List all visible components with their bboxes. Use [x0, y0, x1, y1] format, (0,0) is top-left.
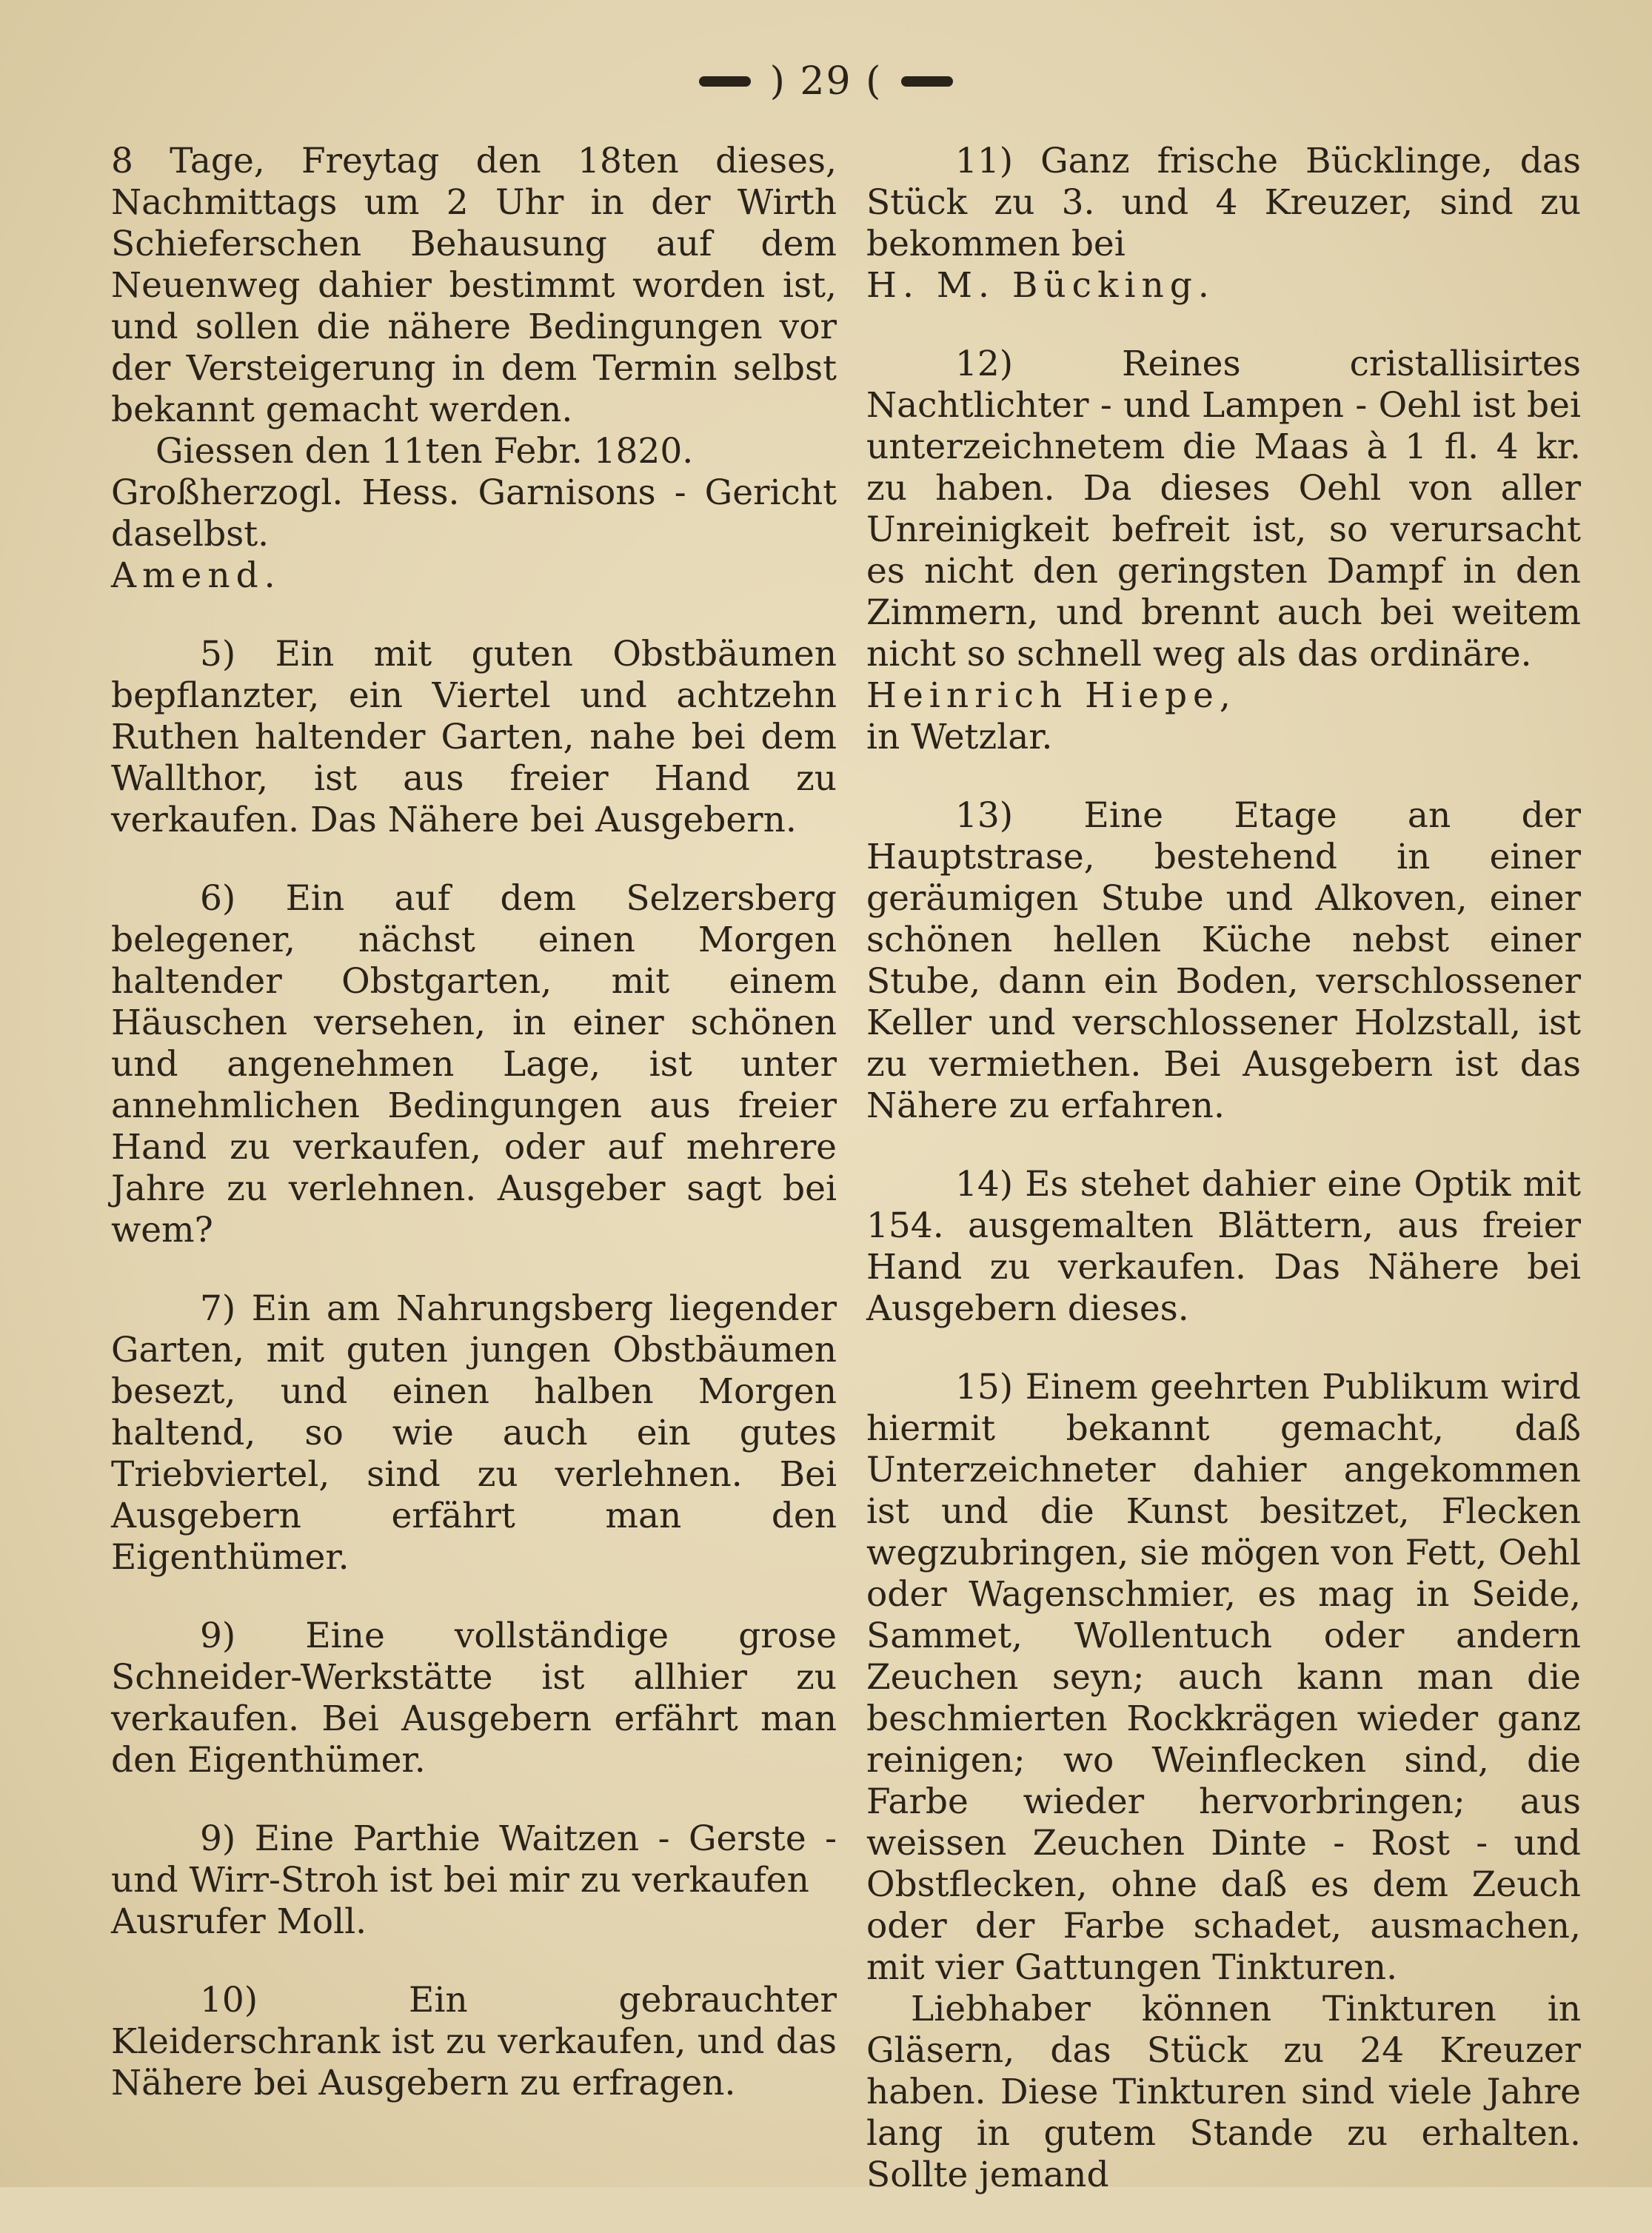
left-column	[111, 141, 837, 2141]
notice-11-signature: H. M. Bücking.	[866, 265, 1215, 306]
notice-5-text: 5) Ein mit guten Obstbäumen bepflanzter, ein Viertel und achtzehn Ruthen haltender Garten, nahe bei dem Wallthor, ist aus freier Hand zu verkaufen. Das Nähere bei Ausgebern.	[111, 634, 837, 840]
notice-10	[111, 1980, 837, 2104]
notice-9a	[111, 1616, 837, 1781]
notice-6	[111, 878, 837, 1251]
notice-7	[111, 1288, 837, 1578]
notice-authority: Großherzogl. Hess. Garnisons - Gericht daselbst.	[111, 472, 837, 555]
notice-15-continued: Liebhaber können Tinkturen in Gläsern, das Stück zu 24 Kreuzer haben. Diese Tinkturen sind viele Jahre lang in gutem Stande zu erhalten. Sollte jemand	[866, 1989, 1581, 2195]
notice-14	[866, 1164, 1581, 1330]
notice-12-location: in Wetzlar.	[866, 717, 1053, 757]
notice-13	[866, 795, 1581, 1127]
notice-12-text: 12) Reines cristallisirtes Nachtlichter - und Lampen - Oehl ist bei unterzeichnetem die Maas à 1 fl. 4 kr. zu haben. Da dieses Oehl von aller Unreinigkeit befreit ist, so verursacht es nicht den geringsten Dampf in den Zimmern, und brennt auch bei weitem nicht so schnell weg als das ordinäre.	[866, 344, 1581, 674]
header-right-rule	[901, 76, 953, 87]
notice-9b	[111, 1818, 837, 1943]
notice-12	[866, 344, 1581, 758]
notice-10-text: 10) Ein gebrauchter Kleiderschrank ist zu verkaufen, und das Nähere bei Ausgebern zu erfragen.	[111, 1980, 837, 2103]
notice-9a-text: 9) Eine vollständige grose Schneider-Werkstätte ist allhier zu verkaufen. Bei Ausgebern erfährt man den Eigenthümer.	[111, 1616, 837, 1781]
header-left-rule	[699, 76, 751, 87]
notice-6-text: 6) Ein auf dem Selzersberg belegener, nächst einen Morgen haltender Obstgarten, mit einem Häuschen versehen, in einer schönen und angenehmen Lage, ist unter annehmlichen Bedingungen aus freier Hand zu verkaufen, oder auf mehrere Jahre zu verlehnen. Ausgeber sagt bei wem?	[111, 878, 837, 1251]
notice-15	[866, 1367, 1581, 2196]
notice-11	[866, 141, 1581, 307]
notice-continued-text: 8 Tage, Freytag den 18ten dieses, Nachmittags um 2 Uhr in der Wirth Schieferschen Behausung auf dem Neuenweg dahier bestimmt worden ist, und sollen die nähere Bedingungen vor der Versteigerung in dem Termin selbst bekannt gemacht werden.	[111, 141, 837, 430]
right-column	[866, 141, 1581, 2233]
notice-11-text: 11) Ganz frische Bücklinge, das Stück zu 3. und 4 Kreuzer, sind zu bekommen bei	[866, 141, 1581, 264]
notice-9b-text: 9) Eine Parthie Waitzen - Gerste - und Wirr-Stroh ist bei mir zu verkaufen	[111, 1818, 837, 1901]
notice-date: Giessen den 11ten Febr. 1820.	[155, 431, 694, 472]
notice-continued	[111, 141, 837, 597]
notice-13-text: 13) Eine Etage an der Hauptstrase, bestehend in einer geräumigen Stube und Alkoven, einer schönen hellen Küche nebst einer Stube, dann ein Boden, verschlossener Keller und verschlossener Holzstall, ist zu vermiethen. Bei Ausgebern ist das Nähere zu erfahren.	[866, 795, 1581, 1126]
notice-7-text: 7) Ein am Nahrungsberg liegender Garten, mit guten jungen Obstbäumen besezt, und einen halben Morgen haltend, so wie auch ein gutes Triebviertel, sind zu verlehnen. Bei Ausgebern erfährt man den Eigenthümer.	[111, 1288, 837, 1578]
notice-5	[111, 634, 837, 841]
notice-9b-signature: Ausrufer Moll.	[111, 1901, 367, 1942]
notice-12-signature: Heinrich Hiepe,	[866, 675, 1237, 716]
notice-15-text: 15) Einem geehrten Publikum wird hiermit bekannt gemacht, daß Unterzeichneter dahier angekommen ist und die Kunst besitzet, Flecken wegzubringen, sie mögen von Fett, Oehl oder Wagenschmier, es mag in Seide, Sammet, Wollentuch oder andern Zeuchen seyn; auch kann man die beschmierten Rockkrägen wieder ganz reinigen; wo Weinflecken sind, die Farbe wieder hervorbringen; aus weissen Zeuchen Dinte - Rost - und Obstflecken, ohne daß es dem Zeuch oder der Farbe schadet, ausmachen, mit vier Gattungen Tinkturen.	[866, 1367, 1581, 1988]
notice-signature: Amend.	[111, 555, 281, 596]
page-header	[0, 52, 1652, 111]
page-number: ) 29 (	[769, 59, 883, 104]
notice-14-text: 14) Es stehet dahier eine Optik mit 154. ausgemalten Blättern, aus freier Hand zu verkaufen. Das Nähere bei Ausgebern dieses.	[866, 1164, 1581, 1329]
